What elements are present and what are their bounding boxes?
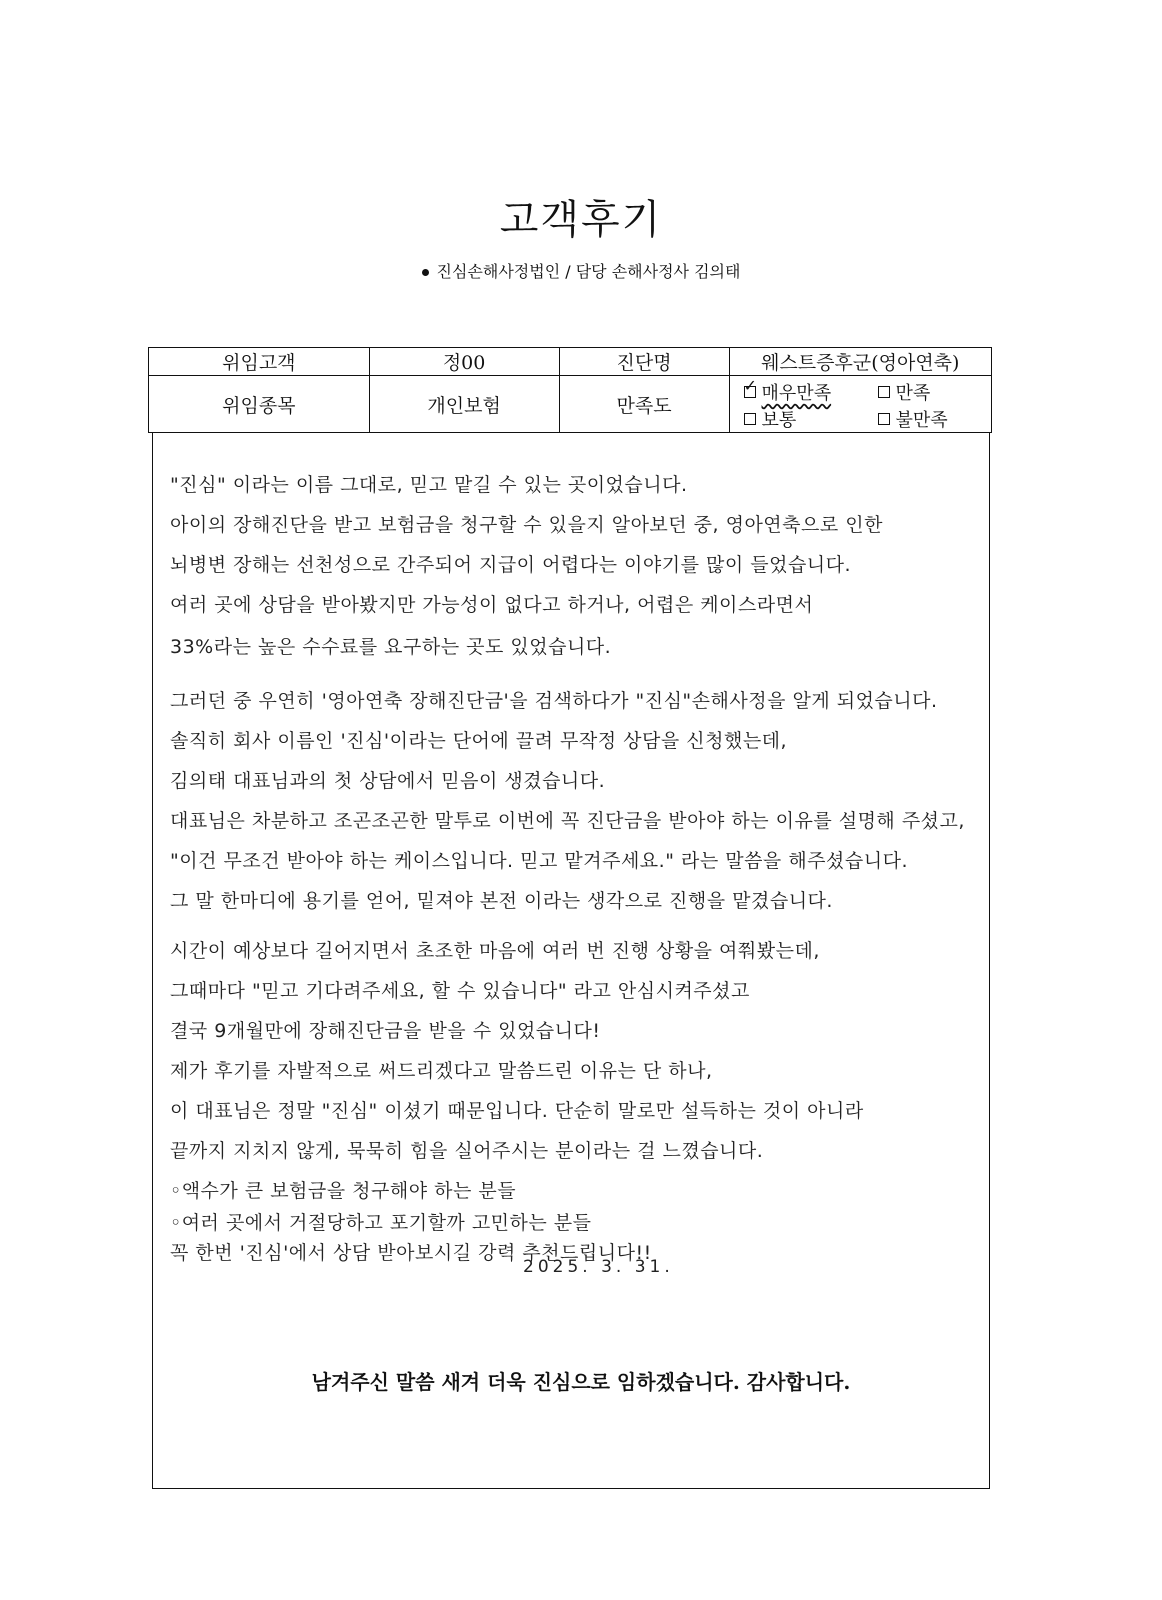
review-line: 시간이 예상보다 길어지면서 초조한 마음에 여러 번 진행 상황을 여쭤봤는데, (170, 940, 820, 962)
page-title: 고객후기 (499, 197, 663, 243)
option-very-satisfied[interactable]: ✓매우만족 (744, 379, 832, 405)
page-subtitle (0, 259, 1162, 282)
client-label: 위임고객 (149, 348, 370, 376)
review-line: 끝까지 지치지 않게, 묵묵히 힘을 실어주시는 분이라는 걸 느꼈습니다. (170, 1140, 764, 1162)
review-line: "이건 무조건 받아야 하는 케이스입니다. 믿고 맡겨주세요." 라는 말씀을 해주셨습니다. (170, 850, 908, 872)
category-label: 위임종목 (149, 376, 370, 433)
option-normal[interactable]: 보통 (744, 406, 797, 432)
checked-box-icon (744, 386, 756, 398)
review-line: 제가 후기를 자발적으로 써드리겠다고 말씀드린 이유는 단 하나, (170, 1060, 713, 1082)
review-line: ◦액수가 큰 보험금을 청구해야 하는 분들 (170, 1180, 517, 1202)
option-satisfied[interactable]: 만족 (878, 379, 931, 405)
review-line: 그러던 중 우연히 '영아연축 장해진단금'을 검색하다가 "진심"손해사정을 알게 되었습니다. (170, 690, 938, 712)
info-table (148, 347, 992, 433)
satisfaction-options (729, 376, 991, 433)
checkbox-icon (878, 413, 890, 425)
checkbox-icon (744, 413, 756, 425)
review-line: 이 대표님은 정말 "진심" 이셨기 때문입니다. 단순히 말로만 설득하는 것이 아니라 (170, 1100, 864, 1122)
option-unsatisfied[interactable]: 불만족 (878, 406, 948, 432)
review-line: 그 말 한마디에 용기를 얻어, 밑져야 본전 이라는 생각으로 진행을 맡겼습니다. (170, 890, 833, 912)
review-line: 그때마다 "믿고 기다려주세요, 할 수 있습니다" 라고 안심시켜주셨고 (170, 980, 750, 1002)
diagnosis-value: 웨스트증후군(영아연축) (729, 348, 991, 376)
review-line: 결국 9개월만에 장해진단금을 받을 수 있었습니다! (170, 1020, 601, 1042)
checkbox-icon (878, 386, 890, 398)
subtitle-text: 진심손해사정법인 / 담당 손해사정사 김의태 (436, 262, 741, 281)
review-line: 여러 곳에 상담을 받아봤지만 가능성이 없다고 하거나, 어렵은 케이스라면서 (170, 594, 814, 616)
review-line: 대표님은 차분하고 조곤조곤한 말투로 이번에 꼭 진단금을 받아야 하는 이유를 설명해 주셨고, (170, 810, 965, 832)
bullet-icon (422, 269, 429, 276)
closing-message: 남겨주신 말씀 새겨 더욱 진심으로 임하겠습니다. 감사합니다. (311, 1370, 851, 1394)
category-value: 개인보험 (369, 376, 559, 433)
satisfaction-label: 만족도 (559, 376, 729, 433)
review-line: 아이의 장해진단을 받고 보험금을 청구할 수 있을지 알아보던 중, 영아연축으로 인한 (170, 514, 883, 536)
review-line: ◦여러 곳에서 거절당하고 포기할까 고민하는 분들 (170, 1212, 592, 1234)
review-line: 33%라는 높은 수수료를 요구하는 곳도 있었습니다. (170, 636, 612, 658)
review-date: 2025. 3. 31. (523, 1257, 674, 1277)
review-line: 솔직히 회사 이름인 '진심'이라는 단어에 끌려 무작정 상담을 신청했는데, (170, 730, 788, 752)
review-line: 뇌병변 장해는 선천성으로 간주되어 지급이 어렵다는 이야기를 많이 들었습니다. (170, 554, 852, 576)
review-line: 꼭 한번 '진심'에서 상담 받아보시길 강력 추천드립니다!! (170, 1242, 652, 1264)
review-line: 김의태 대표님과의 첫 상담에서 믿음이 생겼습니다. (170, 770, 606, 792)
review-line: "진심" 이라는 이름 그대로, 믿고 맡길 수 있는 곳이었습니다. (170, 474, 688, 496)
client-value: 정00 (369, 348, 559, 376)
diagnosis-label: 진단명 (559, 348, 729, 376)
